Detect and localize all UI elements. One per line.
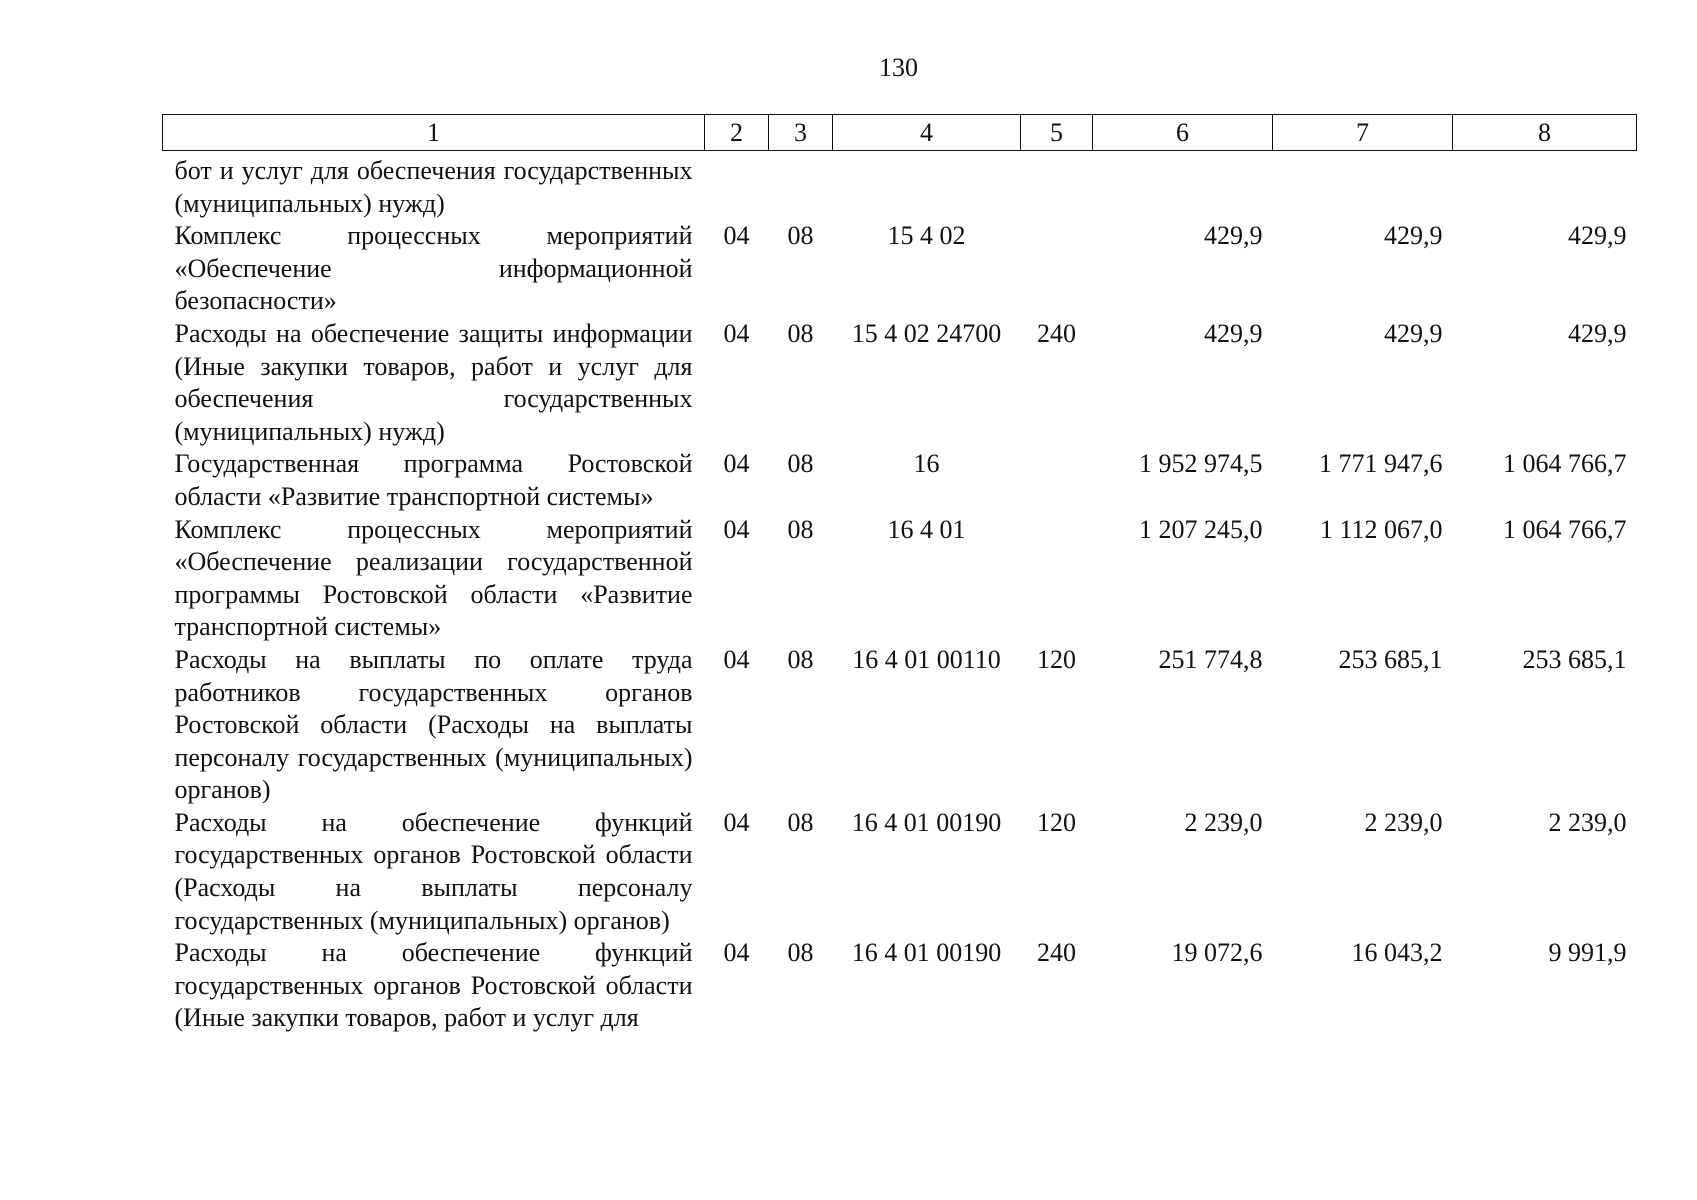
table-row	[163, 151, 1637, 221]
cell-target-code: 16 4 01 00190	[851, 807, 1002, 837]
cell-target-code: 16 4 01 00110	[852, 644, 1001, 674]
table-row	[163, 644, 1637, 807]
header-cell-col-7: 7	[1273, 115, 1453, 151]
cell-amount-year-3: 9 991,9	[1548, 938, 1627, 968]
cell-amount-year-3: 1 064 766,7	[1503, 449, 1627, 479]
cell-expense-type	[1021, 448, 1093, 513]
cell-section: 04	[723, 449, 750, 479]
header-cell-col-8: 8	[1453, 115, 1637, 151]
header-cell-col-6: 6	[1093, 115, 1273, 151]
cell-subsection: 08	[787, 938, 814, 968]
cell-description: Расходы на выплаты по оплате труда работников государственных органов Ростовской области (Расходы на выплаты персоналу государственных (муниципальных) органов)	[174, 644, 693, 805]
cell-subsection: 08	[787, 514, 814, 544]
budget-table	[162, 114, 1637, 1035]
table-row	[163, 807, 1637, 937]
cell-subsection: 08	[787, 221, 814, 251]
cell-target-code: 16 4 01 00190	[851, 938, 1002, 968]
header-cell-col-5: 5	[1021, 115, 1093, 151]
cell-description: Расходы на обеспечение функций государственных органов Ростовской области (Расходы на выплаты персоналу государственных (муниципальных) органов)	[174, 807, 693, 935]
cell-section: 04	[723, 807, 750, 837]
table-row	[163, 448, 1637, 513]
cell-section: 04	[723, 644, 750, 674]
cell-amount-year-3: 429,9	[1568, 318, 1627, 348]
cell-amount-year-1: 1 952 974,5	[1139, 449, 1263, 479]
header-cell-col-1: 1	[163, 115, 705, 151]
cell-section	[705, 151, 769, 221]
cell-amount-year-2: 429,9	[1384, 318, 1443, 348]
cell-target-code: 15 4 02 24700	[851, 318, 1002, 348]
cell-expense-type: 240	[1037, 938, 1076, 968]
cell-amount-year-3	[1453, 151, 1637, 221]
cell-section: 04	[723, 514, 750, 544]
cell-subsection: 08	[787, 449, 814, 479]
cell-amount-year-1: 429,9	[1204, 221, 1263, 251]
cell-amount-year-3: 429,9	[1568, 221, 1627, 251]
cell-description: Государственная программа Ростовской области «Развитие транспортной системы»	[174, 449, 693, 511]
cell-expense-type	[1021, 151, 1093, 221]
cell-amount-year-3: 1 064 766,7	[1503, 514, 1627, 544]
cell-target-code	[833, 151, 1021, 221]
cell-amount-year-1: 2 239,0	[1184, 807, 1263, 837]
cell-amount-year-1	[1093, 151, 1273, 221]
cell-amount-year-1: 429,9	[1204, 318, 1263, 348]
cell-target-code: 16	[913, 449, 940, 479]
cell-amount-year-3: 253 685,1	[1522, 644, 1627, 674]
table-body	[163, 151, 1637, 1036]
cell-expense-type: 240	[1037, 318, 1076, 348]
cell-amount-year-2: 429,9	[1384, 221, 1443, 251]
cell-expense-type	[1021, 220, 1093, 318]
cell-expense-type	[1021, 514, 1093, 644]
header-cell-col-2: 2	[705, 115, 769, 151]
header-cell-col-3: 3	[769, 115, 833, 151]
cell-amount-year-2: 2 239,0	[1364, 807, 1443, 837]
table-header	[163, 115, 1637, 151]
table-row	[163, 220, 1637, 318]
cell-amount-year-2: 16 043,2	[1351, 938, 1443, 968]
table-row	[163, 937, 1637, 1035]
cell-amount-year-1: 251 774,8	[1158, 644, 1263, 674]
cell-amount-year-2: 1 771 947,6	[1319, 449, 1443, 479]
cell-amount-year-2	[1273, 151, 1453, 221]
page-number: 130	[879, 53, 918, 82]
cell-subsection: 08	[787, 644, 814, 674]
cell-subsection: 08	[787, 318, 814, 348]
table-row	[163, 318, 1637, 448]
cell-target-code: 16 4 01	[887, 514, 966, 544]
cell-target-code: 15 4 02	[887, 221, 966, 251]
cell-description: бот и услуг для обеспечения государственных (муниципальных) нужд)	[174, 156, 693, 218]
header-cell-col-4: 4	[833, 115, 1021, 151]
cell-description: Комплекс процессных мероприятий «Обеспечение информационной безопасности»	[174, 221, 693, 316]
header-row	[163, 115, 1637, 151]
cell-amount-year-1: 1 207 245,0	[1139, 514, 1263, 544]
cell-subsection: 08	[787, 807, 814, 837]
cell-expense-type: 120	[1037, 644, 1076, 674]
cell-amount-year-2: 253 685,1	[1338, 644, 1443, 674]
cell-description: Расходы на обеспечение функций государственных органов Ростовской области (Иные закупки товаров, работ и услуг для	[174, 938, 693, 1033]
cell-subsection	[769, 151, 833, 221]
cell-amount-year-2: 1 112 067,0	[1319, 514, 1443, 544]
cell-section: 04	[723, 318, 750, 348]
cell-section: 04	[723, 221, 750, 251]
cell-amount-year-1: 19 072,6	[1171, 938, 1263, 968]
cell-expense-type: 120	[1037, 807, 1076, 837]
cell-description: Расходы на обеспечение защиты информации (Иные закупки товаров, работ и услуг для обеспечения государственных (муниципальных) нужд)	[174, 318, 693, 446]
cell-section: 04	[723, 938, 750, 968]
cell-description: Комплекс процессных мероприятий «Обеспечение реализации государственной программы Ростовской области «Развитие транспортной системы»	[174, 514, 693, 642]
cell-amount-year-3: 2 239,0	[1548, 807, 1627, 837]
table-row	[163, 514, 1637, 644]
